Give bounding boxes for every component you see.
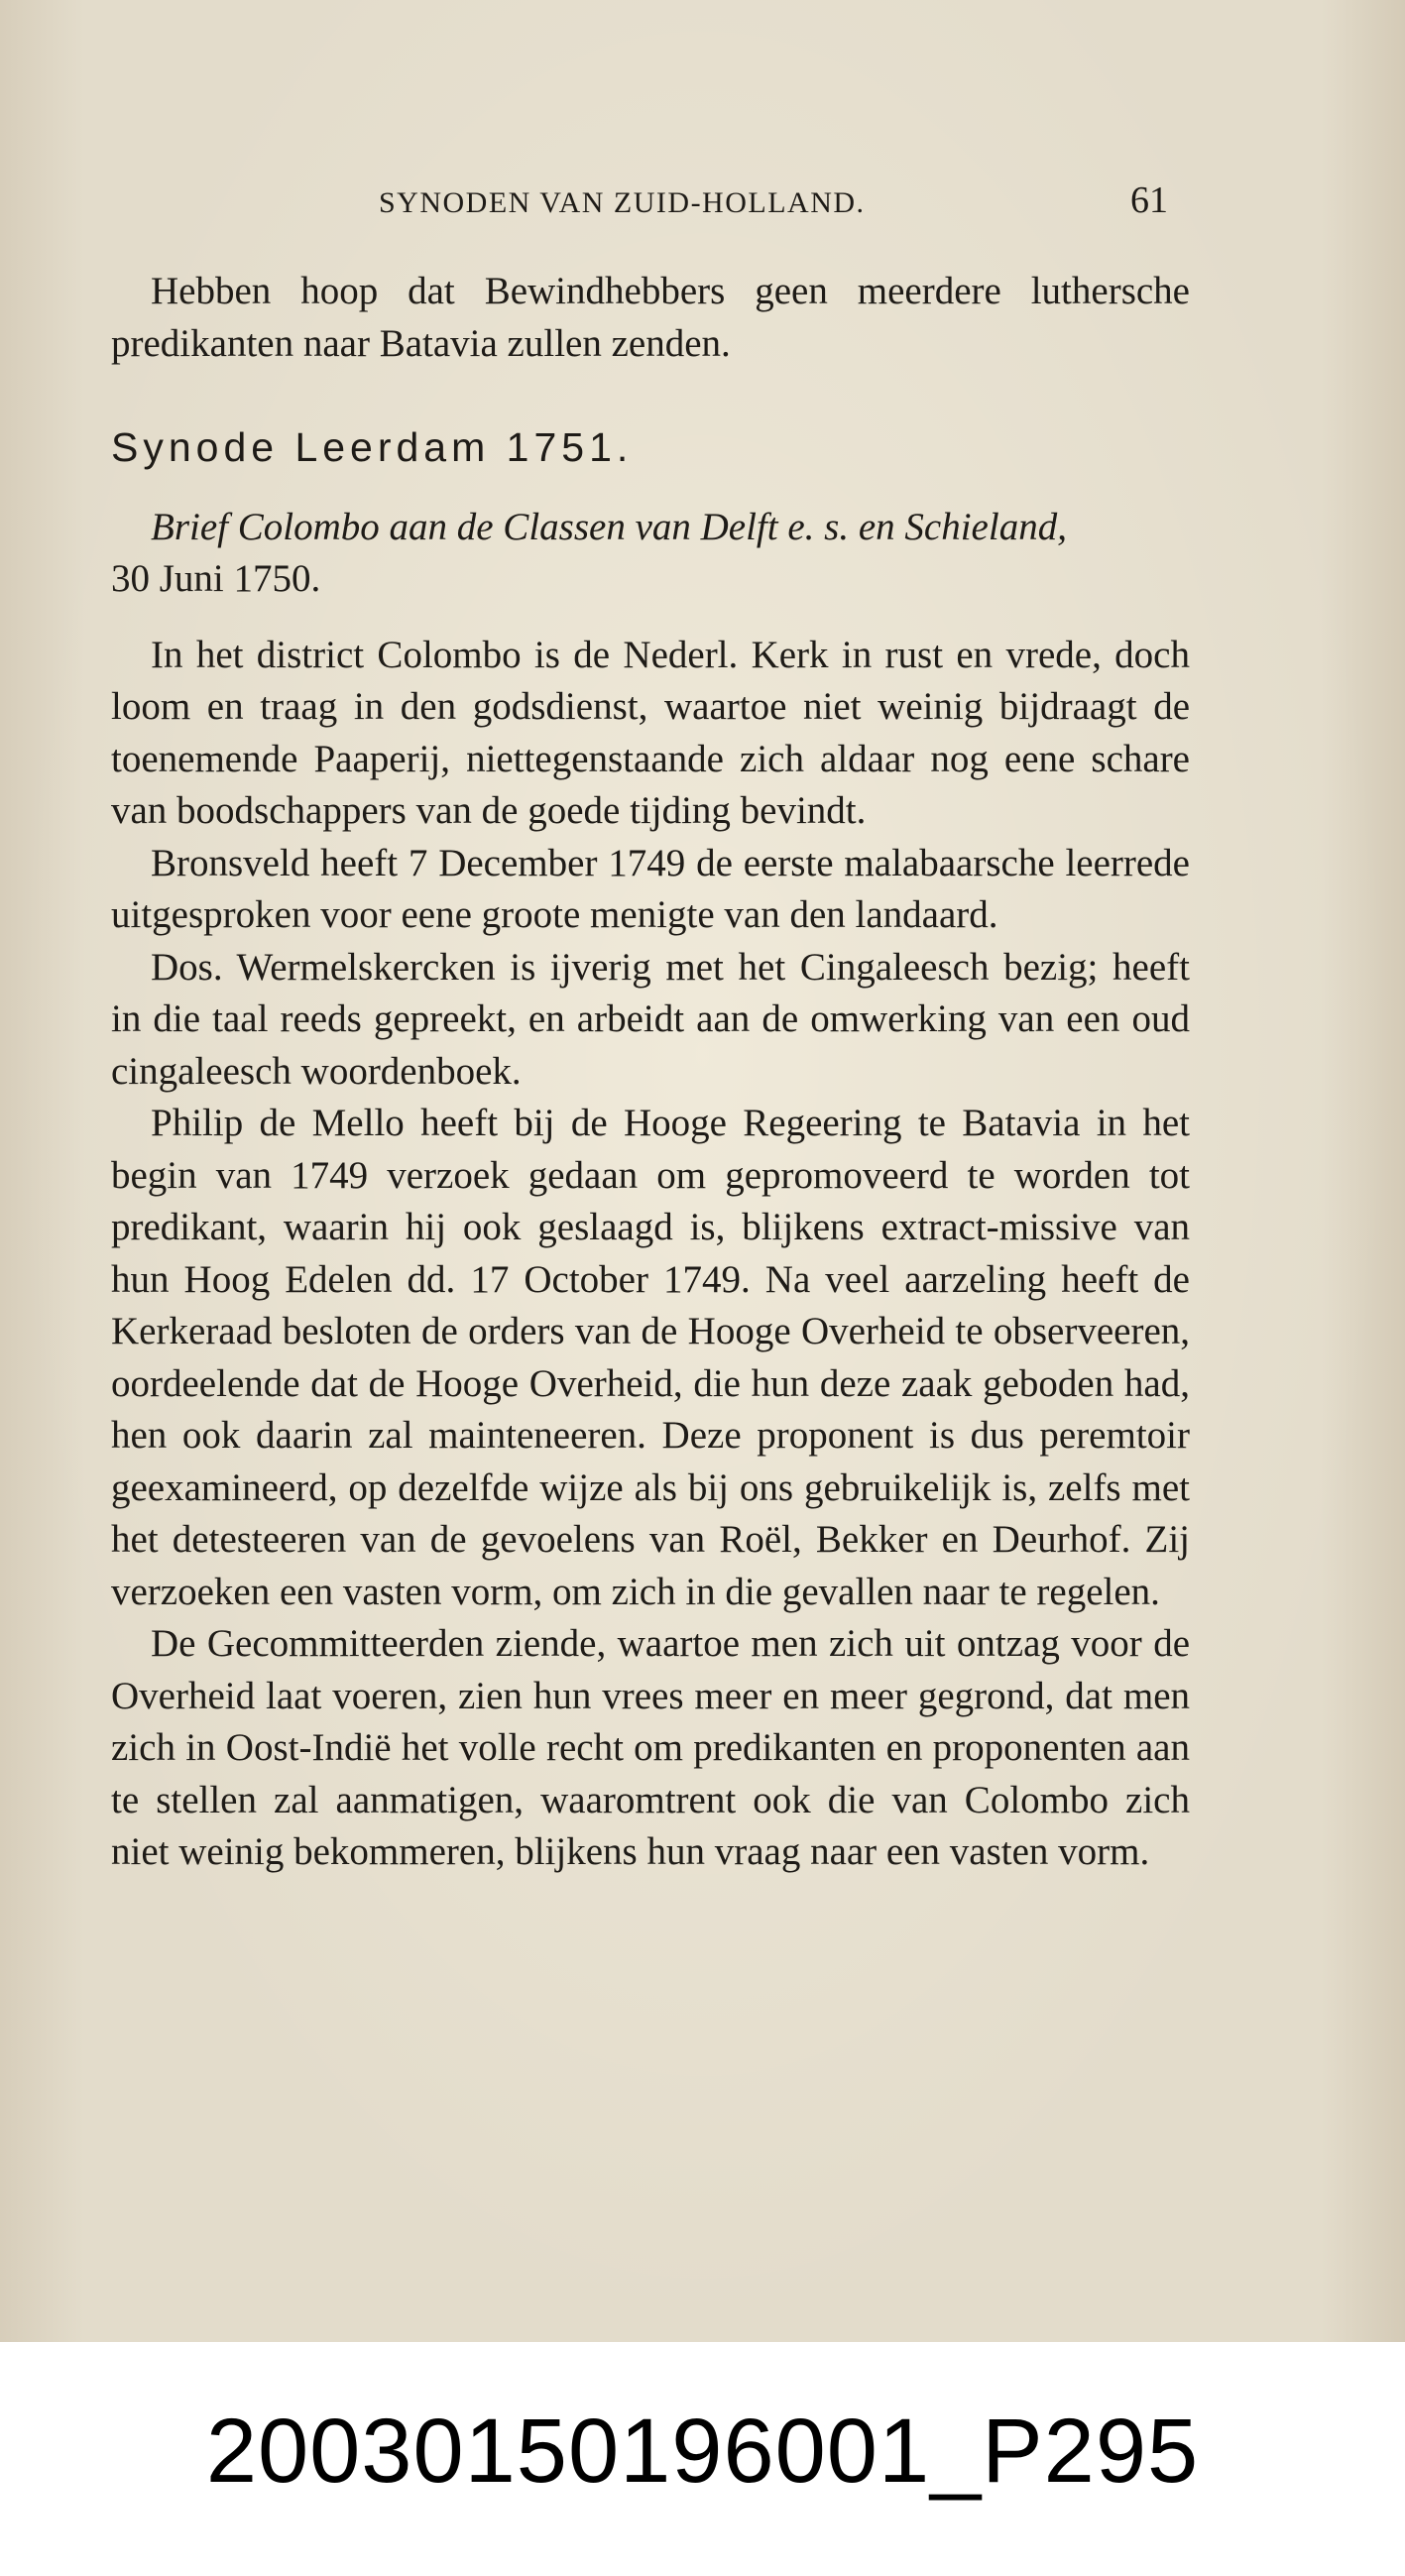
body-text [111, 266, 1190, 1879]
letter-title: Brief Colombo aan de Classen van Delft e. s. en Schieland, [151, 505, 1067, 548]
paragraph: De Gecommitteerden ziende, waartoe men zich uit ontzag voor de Overheid laat voeren, zien hun vrees meer en meer gegrond, dat men zich in Oost-Indië het volle recht om predikanten en proponenten aan te stellen zal aanmatigen, waaromtrent ook die van Colombo zich niet weinig bekommeren, blijkens hun vraag naar een vasten vorm. [111, 1622, 1190, 1873]
section-heading: Synode Leerdam 1751. [111, 424, 634, 470]
opening-paragraph: Hebben hoop dat Bewindhebbers geen meerdere luthersche predikanten naar Batavia zullen zenden. [111, 270, 1190, 365]
running-head [0, 178, 1405, 228]
letter-heading [111, 502, 1190, 606]
paragraph: In het district Colombo is de Nederl. Kerk in rust en vrede, doch loom en traag in den godsdienst, waartoe niet weinig bijdraagt de toenemende Paaperij, niettegenstaande zich aldaar nog eene schare van boodschappers van de goede tijding bevindt. [111, 633, 1190, 832]
scan-id-label: 20030150196001_P295 [205, 2400, 1200, 2502]
paragraph: Dos. Wermelskercken is ijverig met het Cingaleesch bezig; heeft in die taal reeds gepreekt, en arbeidt aan de omwerking van een oud cingaleesch woordenboek. [111, 945, 1190, 1093]
running-title: SYNODEN VAN ZUID-HOLLAND. [379, 186, 866, 219]
paragraph: Bronsveld heeft 7 December 1749 de eerste malabaarsche leerrede uitgesproken voor eene groote menigte van den landaard. [111, 841, 1190, 936]
page-number: 61 [1130, 179, 1168, 221]
letter-date: 30 Juni 1750. [111, 557, 321, 600]
paragraph: Philip de Mello heeft bij de Hooge Regeering te Batavia in het begin van 1749 verzoek gedaan om gepromoveerd te worden tot predikant, waarin hij ook geslaagd is, blijkens extract-missive van hun Hoog Edelen dd. 17 October 1749. Na veel aarzeling heeft de Kerkeraad besloten de orders van de Hooge Overheid te observeeren, oordeelende dat de Hooge Overheid, die hun deze zaak geboden had, hen ook daarin zal mainteneeren. Deze proponent is dus peremtoir geexamineerd, op dezelfde wijze als bij ons gebruikelijk is, zelfs met het detesteeren van de gevoelens van Roël, Bekker en Deurhof. Zij verzoeken een vasten vorm, om zich in die gevallen naar te regelen. [111, 1102, 1190, 1613]
